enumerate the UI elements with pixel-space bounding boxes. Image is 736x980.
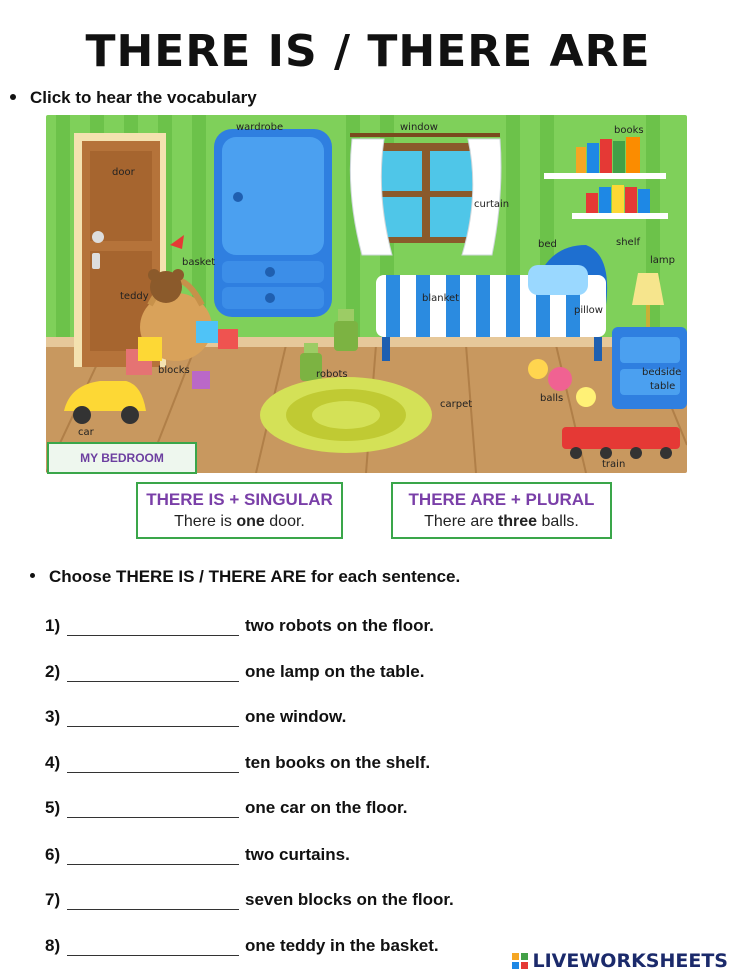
- question-row: [45, 934, 439, 956]
- question-number: 7): [45, 890, 61, 909]
- question-row: [45, 614, 434, 636]
- bullet-icon: [10, 94, 16, 100]
- question-number: 2): [45, 662, 61, 681]
- rule-singular-head: THERE IS + SINGULAR: [146, 490, 333, 509]
- vocab-robots[interactable]: robots: [316, 369, 348, 380]
- question-text: one window.: [245, 707, 347, 726]
- vocab-blanket[interactable]: blanket: [422, 293, 460, 304]
- example-text: There are: [424, 513, 498, 530]
- question-text: two robots on the floor.: [245, 616, 434, 635]
- vocab-curtain[interactable]: curtain: [474, 199, 510, 210]
- vocab-bedside[interactable]: bedside: [642, 367, 682, 378]
- answer-input-8[interactable]: [67, 934, 239, 956]
- example-text: door.: [264, 513, 305, 530]
- question-row: [45, 751, 430, 773]
- vocab-window[interactable]: window: [400, 122, 438, 133]
- rule-singular: [136, 482, 343, 539]
- question-number: 6): [45, 845, 61, 864]
- answer-input-7[interactable]: [67, 888, 239, 910]
- question-number: 1): [45, 616, 61, 635]
- logo-mark-icon: [512, 953, 528, 969]
- question-row: [45, 796, 407, 818]
- example-bold: three: [497, 513, 538, 530]
- question-text: one teddy in the basket.: [245, 936, 439, 955]
- rule-plural: [391, 482, 612, 539]
- vocab-car[interactable]: car: [78, 427, 94, 438]
- vocab-teddy[interactable]: teddy: [120, 291, 149, 302]
- vocab-carpet[interactable]: carpet: [440, 399, 473, 410]
- answer-input-4[interactable]: [67, 751, 239, 773]
- question-number: 4): [45, 753, 61, 772]
- answer-input-2[interactable]: [67, 660, 239, 682]
- vocab-instruction: [10, 88, 257, 108]
- example-text: There is: [174, 513, 237, 530]
- question-text: two curtains.: [245, 845, 350, 864]
- question-number: 5): [45, 798, 61, 817]
- liveworksheets-logo: [512, 950, 728, 972]
- answer-input-6[interactable]: [67, 843, 239, 865]
- page-title: THERE IS / THERE ARE: [85, 26, 651, 77]
- rule-singular-example: [138, 513, 341, 531]
- vocab-bed[interactable]: bed: [538, 239, 557, 250]
- answer-input-1[interactable]: [67, 614, 239, 636]
- vocab-door[interactable]: door: [112, 167, 135, 178]
- vocab-basket[interactable]: basket: [182, 257, 216, 268]
- question-number: 3): [45, 707, 61, 726]
- vocab-shelf[interactable]: shelf: [616, 237, 640, 248]
- vocab-instruction-text: Click to hear the vocabulary: [30, 88, 257, 107]
- question-text: one lamp on the table.: [245, 662, 425, 681]
- vocab-lamp[interactable]: lamp: [650, 255, 675, 266]
- answer-input-5[interactable]: [67, 796, 239, 818]
- question-row: [45, 888, 454, 910]
- question-number: 8): [45, 936, 61, 955]
- scene-caption: MY BEDROOM: [47, 442, 197, 474]
- example-text: balls.: [537, 513, 579, 530]
- vocab-blocks[interactable]: blocks: [158, 365, 190, 376]
- bullet-icon: [30, 573, 35, 578]
- vocab-balls[interactable]: balls: [540, 393, 564, 404]
- question-row: [45, 843, 350, 865]
- vocab-wardrobe[interactable]: wardrobe: [236, 122, 284, 133]
- question-text: seven blocks on the floor.: [245, 890, 454, 909]
- answer-input-3[interactable]: [67, 705, 239, 727]
- example-bold: one: [236, 513, 265, 530]
- question-text: ten books on the shelf.: [245, 753, 431, 772]
- vocab-pillow[interactable]: pillow: [574, 305, 603, 316]
- bedroom-scene: [46, 115, 687, 473]
- brand-name: LIVEWORKSHEETS: [532, 950, 728, 972]
- rule-plural-head: THERE ARE + PLURAL: [408, 490, 595, 509]
- question-row: [45, 705, 346, 727]
- question-row: [45, 660, 424, 682]
- choose-instruction: [30, 567, 460, 587]
- vocab-table[interactable]: table: [650, 381, 676, 392]
- rule-plural-example: [393, 513, 610, 531]
- vocab-books[interactable]: books: [614, 125, 644, 136]
- question-text: one car on the floor.: [245, 798, 408, 817]
- choose-instruction-text: Choose THERE IS / THERE ARE for each sentence.: [49, 567, 461, 586]
- vocab-train[interactable]: train: [602, 459, 626, 470]
